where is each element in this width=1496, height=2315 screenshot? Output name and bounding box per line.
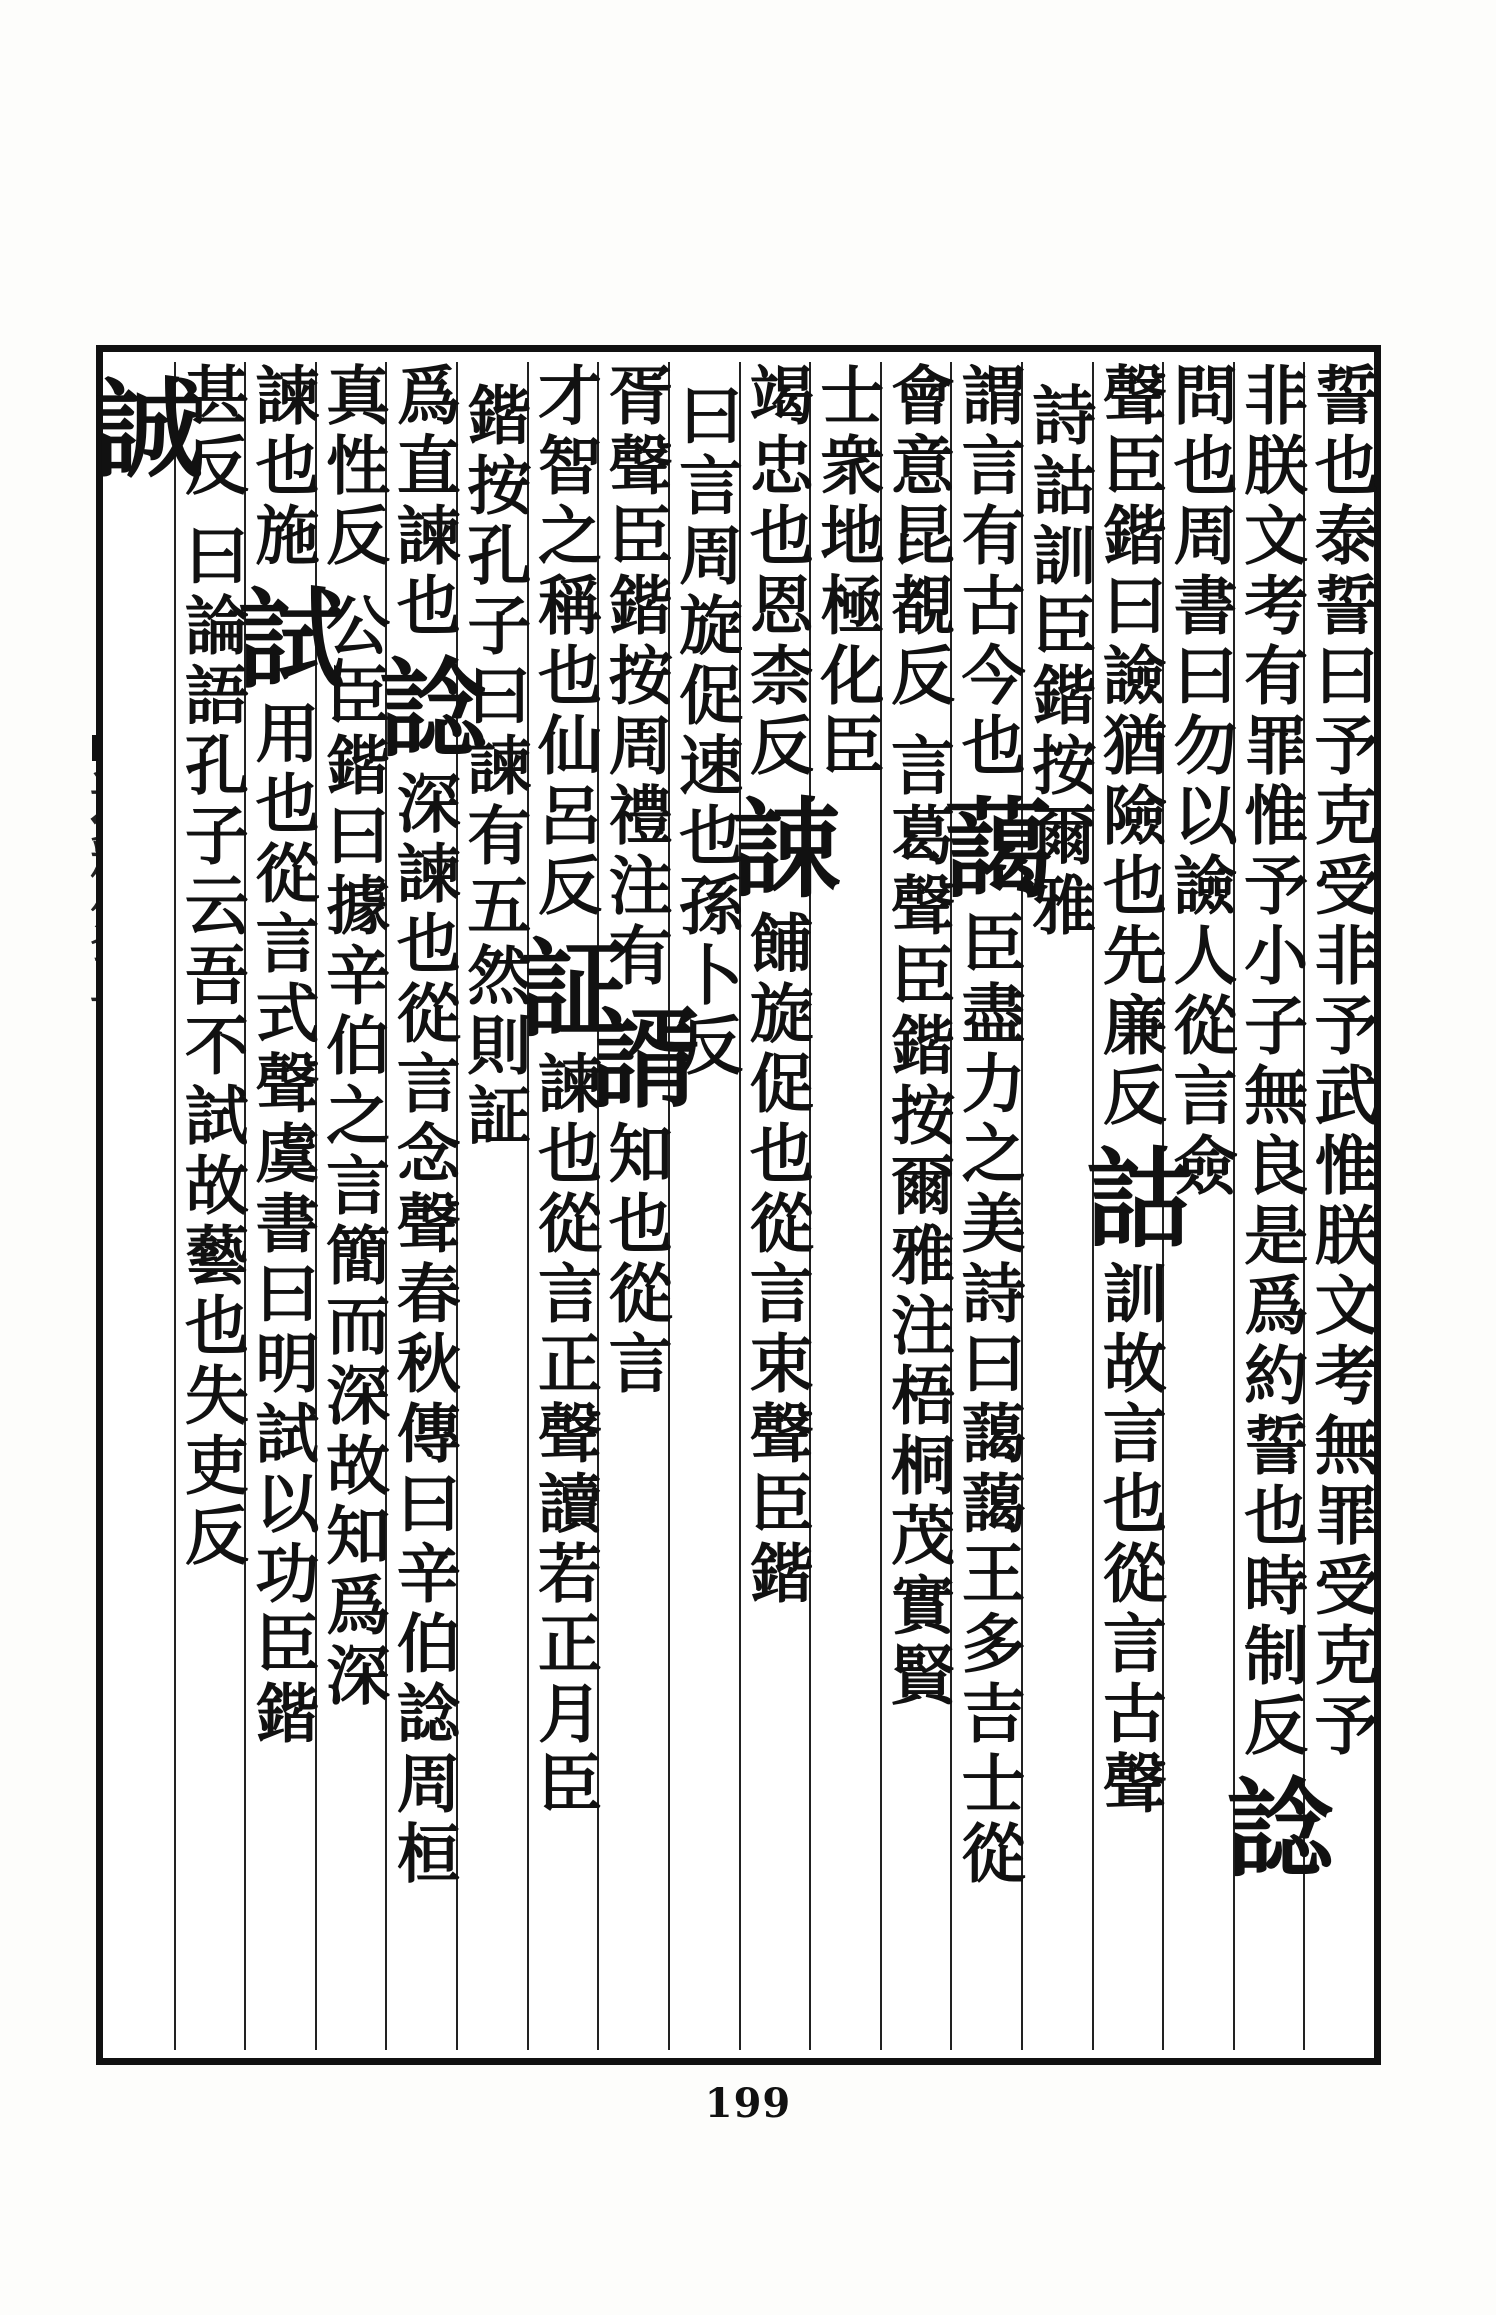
text-column <box>456 362 532 2050</box>
headword: 試 <box>219 582 345 690</box>
text-column <box>572 362 698 2050</box>
text-column <box>713 362 839 2050</box>
text-frame <box>76 345 1381 2065</box>
column-text: 訓故言也從言古聲 <box>1091 1260 1167 1820</box>
column-text: 深諫也從言念聲春秋傳曰辛伯諗周桓 <box>385 770 461 1890</box>
column-text: 餔旋促也從言束聲臣鍇 <box>738 910 814 1610</box>
text-column <box>76 362 202 2050</box>
text-column <box>880 362 956 2050</box>
column-text: 士衆地極化臣 <box>809 362 885 782</box>
column-text: 竭忠也恩柰反 <box>738 362 814 782</box>
headword: 詁 <box>1066 1142 1192 1250</box>
text-column <box>219 362 345 2050</box>
headword: 諝 <box>572 1002 698 1110</box>
text-column <box>501 362 627 2050</box>
column-text: 甚反 <box>173 362 249 502</box>
column-text: 誓也泰誓曰予克受非予武惟朕文考無罪受克予 <box>1303 362 1379 1762</box>
text-column <box>925 362 1051 2050</box>
headword: 諗 <box>360 652 486 760</box>
page-number: 199 <box>704 2080 792 2127</box>
text-column <box>809 362 885 2050</box>
text-column <box>1208 362 1334 2050</box>
text-column <box>668 362 744 2050</box>
column-text: 諫也從言正聲讀若正月臣 <box>526 1050 602 1820</box>
headword: 誎 <box>713 792 839 900</box>
column-text: 真性反 <box>315 362 391 572</box>
column-text: 才智之稱也仙呂反 <box>526 362 602 922</box>
column-text: 曰言周旋促速也孫卜反 <box>668 382 744 1082</box>
column-text: 問也周書曰勿以譣人從言僉 <box>1162 362 1238 1202</box>
column-text: 胥聲臣鍇按周禮注有 <box>597 362 673 992</box>
column-text: 鍇按孔子曰諫有五然則証 <box>456 382 532 1152</box>
text-column <box>174 362 247 2050</box>
column-text: 諫也施 <box>244 362 320 572</box>
headword: 証 <box>501 932 627 1040</box>
column-text: 會意昆覩反 <box>880 362 956 712</box>
column-text: 詩詁訓臣鍇按爾雅 <box>1021 382 1097 942</box>
column-text: 言葛聲臣鍇按爾雅注梧桐茂實賢 <box>880 732 956 1712</box>
column-text: 爲直諫也 <box>385 362 461 642</box>
text-column <box>1066 362 1192 2050</box>
column-text: 曰論語孔子云吾不試故藝也失吏反 <box>173 522 249 1572</box>
column-text: 謂言有古今也 <box>950 362 1026 782</box>
text-column <box>360 362 486 2050</box>
text-column <box>1021 362 1097 2050</box>
headword: 誠 <box>76 372 202 480</box>
column-text: 知也從言 <box>597 1120 673 1400</box>
headword: 藹 <box>925 792 1051 900</box>
column-text: 用也從言式聲虞書曰明試以功臣鍇 <box>244 700 320 1750</box>
headword: 諗 <box>1208 1772 1334 1880</box>
column-text: 聲臣鍇曰譣猶險也先廉反 <box>1091 362 1167 1132</box>
column-text: 臣盡力之美詩曰藹藹王多吉士從 <box>950 910 1026 1890</box>
column-text: 非朕文考有罪惟予小子無良是爲約誓也時制反 <box>1233 362 1309 1762</box>
column-text: 公臣鍇曰據辛伯之言簡而深故知爲深 <box>315 592 391 1712</box>
